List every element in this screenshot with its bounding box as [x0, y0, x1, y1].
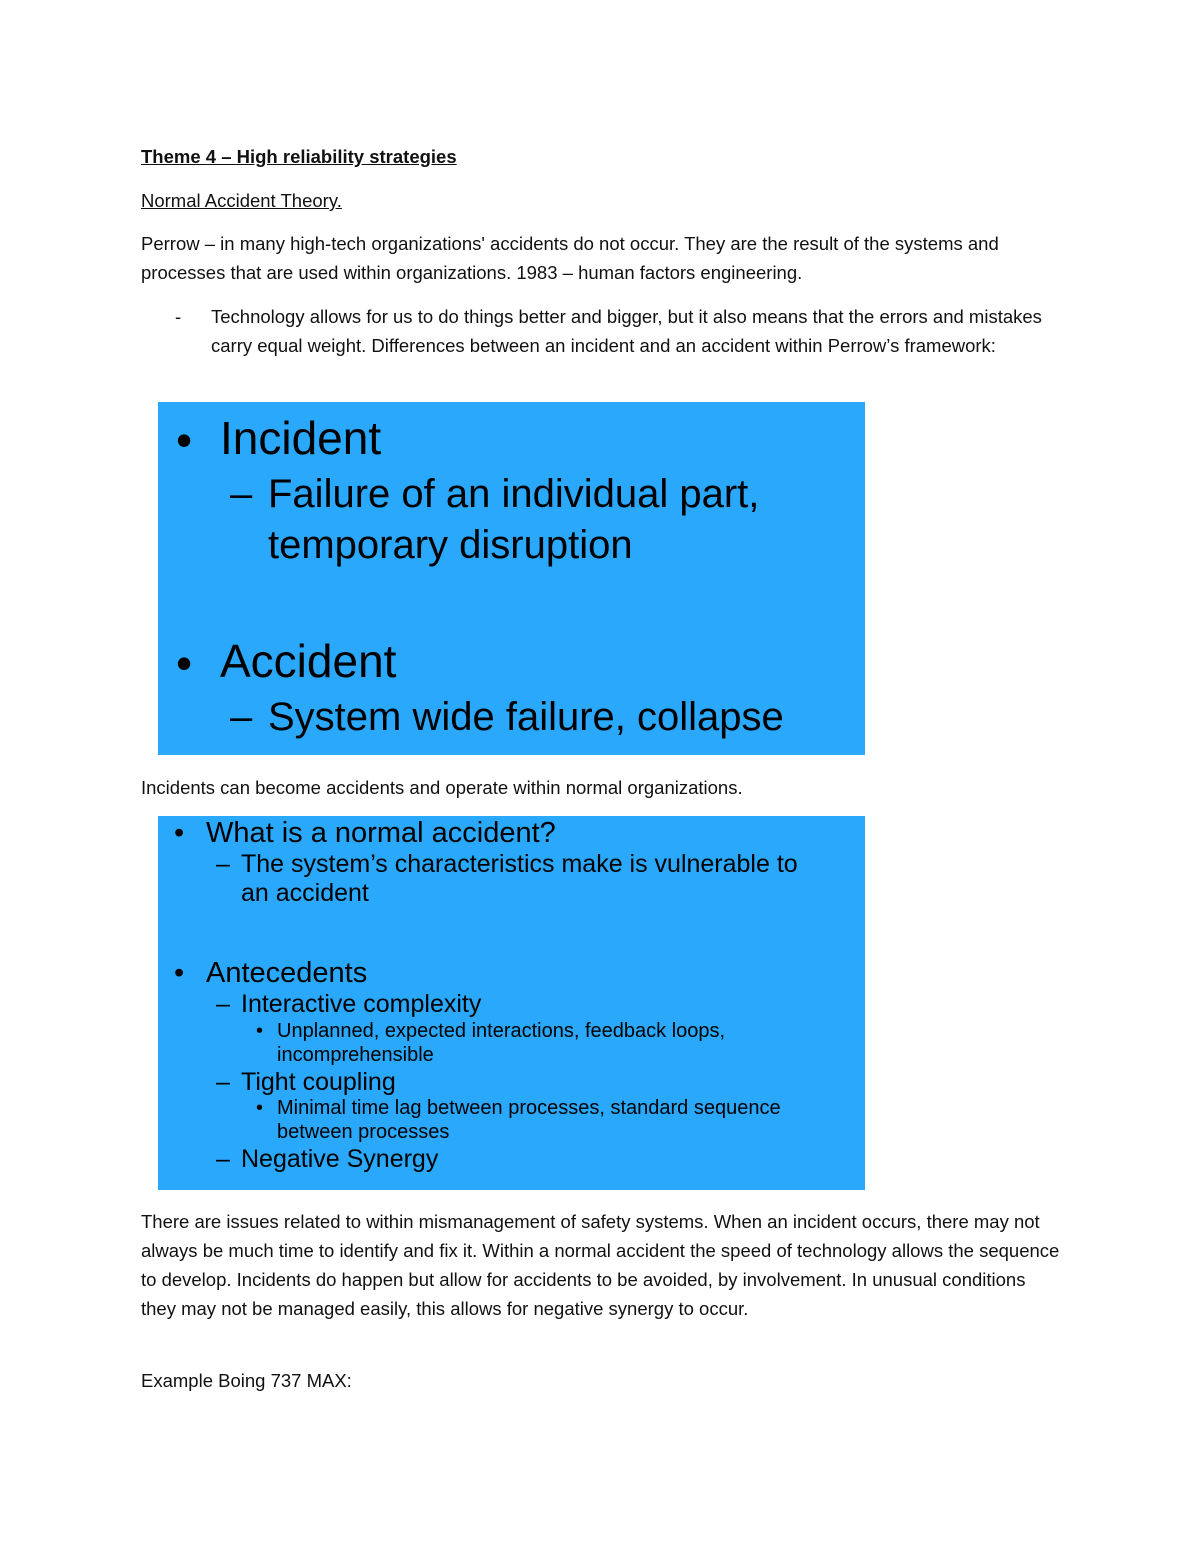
- section-heading: Normal Accident Theory.: [141, 190, 342, 211]
- slide-subitem-system-cont: an accident: [241, 879, 369, 907]
- slide-item-antecedents: Antecedents: [206, 957, 368, 989]
- slide-normal-accident: [158, 816, 865, 1190]
- dash-icon: –: [216, 990, 230, 1018]
- dash-icon: –: [216, 850, 230, 878]
- slide-detail-complexity: Unplanned, expected interactions, feedback loops,: [277, 1020, 726, 1042]
- slide-subitem-synergy: Negative Synergy: [241, 1145, 439, 1173]
- slide-subitem-incident-cont: temporary disruption: [268, 523, 633, 567]
- paragraph-perrow: Perrow – in many high-tech organizations' accidents do not occur. They are the result of the systems and processes that are used within organizations. 1983 – human factors engineering.: [141, 233, 999, 283]
- paragraph-mismanagement: There are issues related to within mismanagement of safety systems. When an incident occurs, there may not always be much time to identify and fix it. Within a normal accident the speed of technology allows the sequence to develop. Incidents do happen but allow for accidents to be avoided, by involvement. In unusual conditions they may not be managed easily, this allows for negative synergy to occur.: [141, 1211, 1060, 1319]
- dot-icon: •: [256, 1020, 264, 1042]
- bullet-dash: -: [175, 306, 182, 327]
- slide-item-question: What is a normal accident?: [206, 817, 556, 849]
- slide-item-accident: Accident: [220, 635, 397, 687]
- slide-subitem-incident: Failure of an individual part,: [268, 472, 760, 516]
- slide-detail-coupling-cont: between processes: [277, 1121, 450, 1143]
- bullet-icon: •: [176, 414, 193, 466]
- dash-icon: –: [216, 1068, 230, 1096]
- dot-icon: •: [256, 1097, 264, 1119]
- bullet-icon: •: [174, 817, 185, 849]
- slide-detail-complexity-cont: incomprehensible: [277, 1044, 434, 1066]
- bullet-icon: •: [174, 957, 185, 989]
- slide-subitem-coupling: Tight coupling: [241, 1068, 396, 1096]
- slide-detail-coupling: Minimal time lag between processes, standard sequence: [277, 1097, 781, 1119]
- dash-icon: –: [230, 695, 253, 739]
- slide-incident-accident: [158, 402, 865, 755]
- slide-subitem-system: The system’s characteristics make is vulnerable to: [241, 850, 798, 878]
- slide-subitem-complexity: Interactive complexity: [241, 990, 482, 1018]
- bullet-text: Technology allows for us to do things better and bigger, but it also means that the errors and mistakes carry equal weight. Differences between an incident and an accident within Perrow’s framework:: [211, 306, 1042, 356]
- slide-item-incident: Incident: [220, 412, 382, 464]
- dash-icon: –: [216, 1145, 230, 1173]
- slide-subitem-accident: System wide failure, collapse: [268, 695, 784, 739]
- page-title: Theme 4 – High reliability strategies: [141, 146, 457, 167]
- dash-icon: –: [230, 472, 253, 516]
- paragraph-example: Example Boing 737 MAX:: [141, 1370, 352, 1391]
- bullet-icon: •: [176, 637, 193, 689]
- paragraph-incidents: Incidents can become accidents and operate within normal organizations.: [141, 777, 743, 798]
